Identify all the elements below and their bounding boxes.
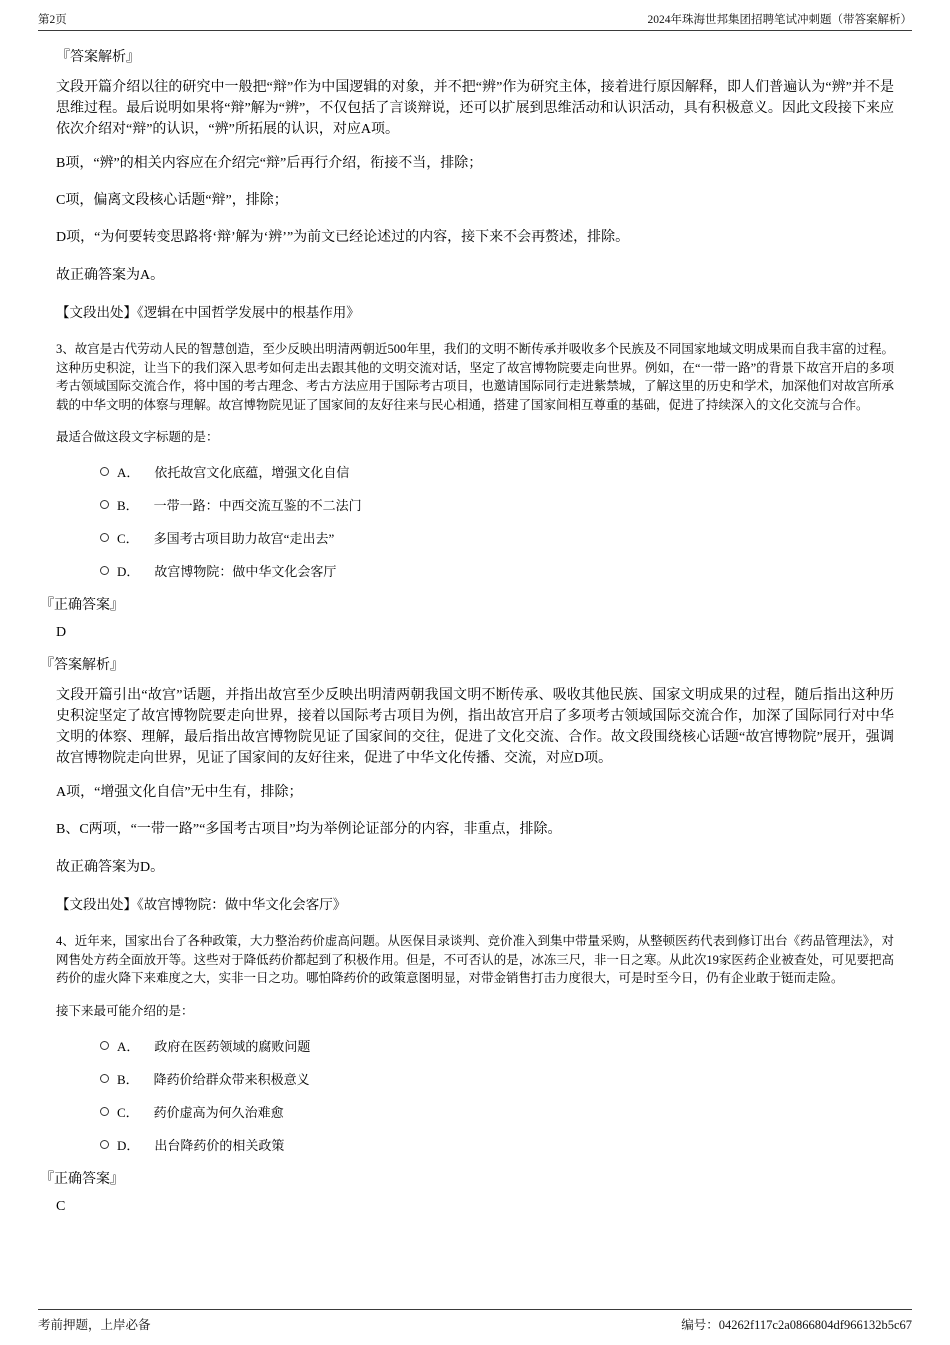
option-bc-note: B、C两项，“一带一路”“多国考古项目”均为举例论证部分的内容，非重点，排除。 [56, 822, 562, 837]
footer-serial-label: 编号： [681, 1318, 719, 1332]
radio-icon[interactable] [100, 1074, 109, 1083]
analysis-paragraph: 文段开篇引出“故宫”话题，并指出故宫至少反映出明清两朝我国文明不断传承、吸收其他民族、国家文明成果的过程，随后指出这种历史积淀坚定了故宫博物院要走向世界，接着以国际考古项目为例，指出故宫开启了多项考古领域国际交流合作，加深了国际同行对中华文明的体察、理解，最后指出故宫博物院见证了国家间的交往，促进了文化交流、合作。故文段围绕核心话题“故宫博物院”展开，强调故宫博物院走向世界，见证了国家间的友好往来，促进了中华文化传播、交流，对应D项。 [56, 688, 894, 766]
footer-slogan: 考前押题，上岸必备 [38, 1318, 151, 1332]
header-divider [38, 30, 912, 31]
question-4-stem: 4、近年来，国家出台了各种政策，大力整治药价虚高问题。从医保目录谈判、竞价准入到集中带量采购，从整顿医药代表到修订出台《药品管理法》，对网售处方药全面放开等。这些对于降低药价都起到了积极作用。但是，不可否认的是，冰冻三尺，非一日之寒。从此次19家医药企业被查处，可见要把高药价的虚火降下来难度之大，实非一日之功。哪怕降药价的政策意图明显，对带金销售打击力度很大，可是时至今日，仍有企业敢于铤而走险。 [56, 934, 894, 985]
option-row-a[interactable] [100, 462, 894, 481]
radio-icon[interactable] [100, 1041, 109, 1050]
answer-analysis-label: 『答案解析』 [56, 50, 140, 65]
question-3-stem: 3、故宫是古代劳动人民的智慧创造，至少反映出明清两朝近500年里，我们的文明不断传承并吸收多个民族及不同国家地域文明成果而自我丰富的过程。这种历史积淀，让当下的我们深入思考如何走出去跟其他的文明交流对话，坚定了故宫博物院要走向世界。例如，在“一带一路”的背景下故宫开启的多项考古领域国际交流合作，将中国的考古理念、考古方法应用于国际考古项目，也邀请国际同行走进紫禁城，了解这里的历史和学术，加深他们对故宫所承载的中华文明的体察与理解。故宫博物院见证了国家间的友好往来与民心相通，搭建了国家间相互尊重的基础，促进了持续深入的文化交流与合作。 [56, 342, 894, 412]
option-text: 药价虚高为何久治难愈 [153, 1104, 284, 1120]
radio-icon[interactable] [100, 1140, 109, 1149]
question-4-options [100, 1036, 894, 1154]
correct-answer-value: C [56, 1198, 66, 1214]
footer-divider [38, 1309, 912, 1310]
radio-icon[interactable] [100, 566, 109, 575]
option-c-note: C项，偏离文段核心话题“辩”，排除； [56, 193, 288, 208]
option-letter: A． [117, 1038, 140, 1054]
option-text: 多国考古项目助力故宫“走出去” [153, 531, 335, 546]
option-text: 依托故宫文化底蕴，增强文化自信 [154, 465, 350, 480]
option-text: 出台降药价的相关政策 [154, 1137, 285, 1153]
option-letter: D． [117, 1137, 140, 1153]
page-number: 第2页 [38, 14, 67, 26]
radio-icon[interactable] [100, 533, 109, 542]
option-a-note: A项，“增强文化自信”无中生有，排除； [56, 785, 303, 800]
footer-serial-value: 04262f117c2a0866804df966132b5c67 [718, 1318, 912, 1332]
analysis-paragraph: 文段开篇介绍以往的研究中一般把“辩”作为中国逻辑的对象，并不把“辨”作为研究主体，接着进行原因解释，即人们普遍认为“辨”并不是思维过程。最后说明如果将“辩”解为“辨”，不仅包括了言谈辩说，还可以扩展到思维活动和认识活动，具有积极意义。因此文段接下来应依次介绍对“辩”的认识，“辨”所拓展的认识，对应A项。 [56, 80, 894, 137]
option-letter: A． [117, 465, 140, 480]
option-letter: B． [117, 498, 139, 513]
option-row-c[interactable] [100, 1102, 894, 1121]
passage-source: 【文段出处】《逻辑在中国哲学发展中的根基作用》 [56, 305, 360, 320]
option-row-a[interactable] [100, 1036, 894, 1055]
correct-answer-conclusion: 故正确答案为A。 [56, 268, 165, 283]
radio-icon[interactable] [100, 467, 109, 476]
page-footer [38, 1315, 912, 1333]
document-title: 2024年珠海世邦集团招聘笔试冲刺题（带答案解析） [647, 14, 912, 26]
option-text: 政府在医药领域的腐败问题 [154, 1038, 311, 1054]
document-content [40, 46, 894, 1228]
radio-icon[interactable] [100, 500, 109, 509]
option-row-c[interactable] [100, 528, 894, 547]
option-letter: D． [117, 564, 140, 579]
correct-answer-value: D [56, 625, 67, 640]
question-4-prompt: 接下来最可能介绍的是： [56, 1003, 194, 1018]
option-row-d[interactable] [100, 561, 894, 580]
footer-serial [681, 1315, 912, 1333]
option-b-note: B项，“辨”的相关内容应在介绍完“辩”后再行介绍，衔接不当，排除； [56, 156, 483, 171]
radio-icon[interactable] [100, 1107, 109, 1116]
option-text: 一带一路：中西交流互鉴的不二法门 [153, 498, 362, 513]
option-text: 降药价给群众带来积极意义 [153, 1071, 310, 1087]
correct-answer-conclusion: 故正确答案为D。 [56, 860, 165, 875]
page-header [38, 11, 912, 27]
answer-analysis-label: 『答案解析』 [40, 658, 124, 673]
option-row-b[interactable] [100, 1069, 894, 1088]
correct-answer-label: 『正确答案』 [40, 1171, 124, 1187]
correct-answer-label: 『正确答案』 [40, 598, 124, 613]
option-letter: C． [117, 1104, 139, 1120]
option-text: 故宫博物院：做中华文化会客厅 [154, 564, 337, 579]
option-letter: B． [117, 1071, 139, 1087]
question-3-options [100, 462, 894, 580]
option-d-note: D项，“为何要转变思路将‘辩’解为‘辨’”为前文已经论述过的内容，接下来不会再赘述，排除。 [56, 230, 630, 245]
option-row-b[interactable] [100, 495, 894, 514]
passage-source: 【文段出处】《故宫博物院：做中华文化会客厅》 [56, 897, 347, 912]
question-3-prompt: 最适合做这段文字标题的是： [56, 430, 219, 444]
option-row-d[interactable] [100, 1135, 894, 1154]
option-letter: C． [117, 531, 139, 546]
